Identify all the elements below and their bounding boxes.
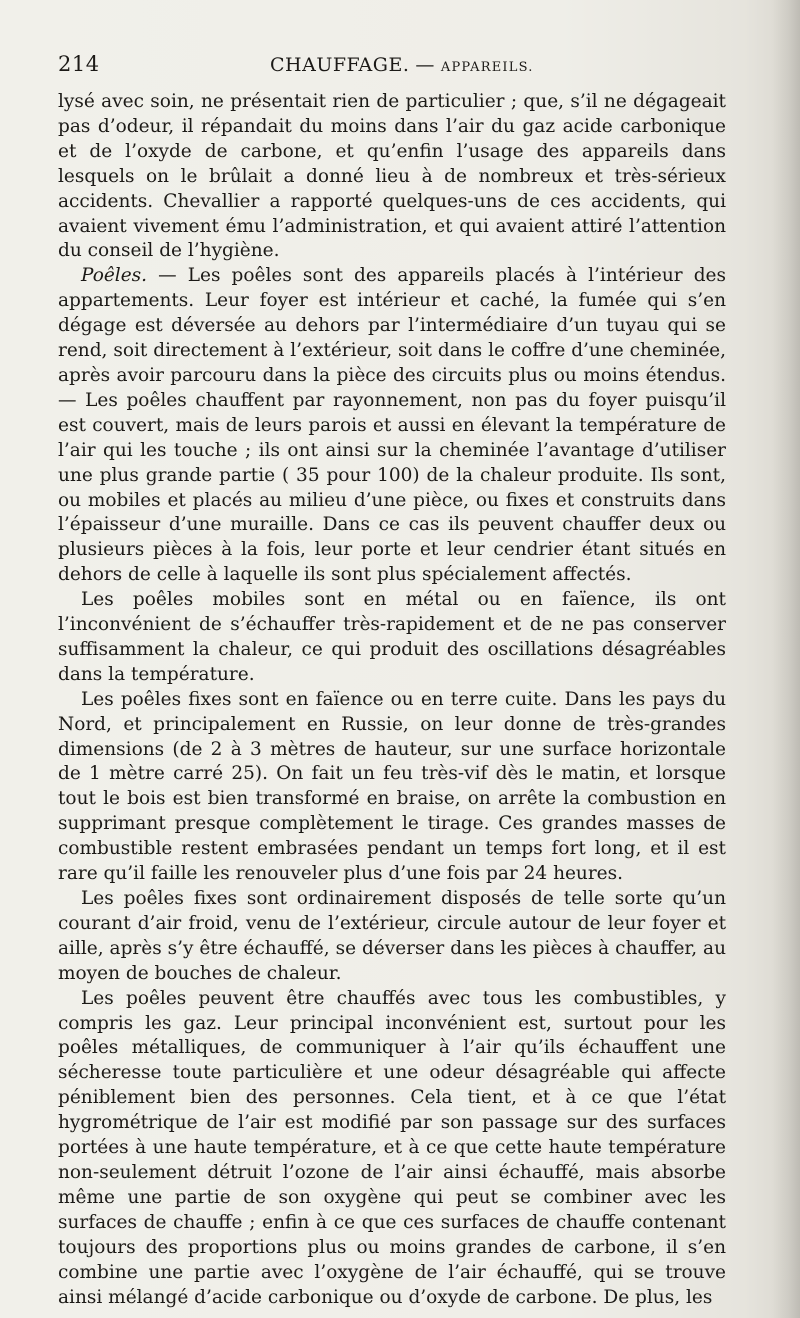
paragraph-text: Les poêles peuvent être chauffés avec tous les combustibles, y compris les gaz. Leur principal inconvénient est, surtout pour les poêles métalliques, de communiquer à l’air qu’ils échauffent une sécheresse toute particulière et une odeur désagréable qui affecte péniblement bien des personnes. Cela tient, et à ce que l’état hygrométrique de l’air est modifié par son passage sur des surfaces portées à une haute température, et à ce que cette haute température non-seulement détruit l’ozone de l’air ainsi échauffé, mais absorbe même une partie de son oxygène qui peut se combiner avec les surfaces de chauffe ; enfin à ce que ces surfaces de chauffe contenant toujours des proportions plus ou moins grandes de carbone, il s’en combine une partie avec l’oxygène de l’air échauffé, qui se trouve ainsi mélangé d’acide carbonique ou d’oxyde de carbone. De plus, les: [58, 987, 726, 1308]
paragraph-text: Les poêles mobiles sont en métal ou en faïence, ils ont l’inconvénient de s’échauffer très-rapidement et de ne pas conserver suffisamment la chaleur, ce qui produit des oscillations désagréables dans la température.: [58, 589, 726, 685]
section-lead-poeles: Poêles.: [81, 265, 148, 287]
paragraph-poeles-mobiles: [58, 588, 726, 688]
paragraph-continued: [58, 90, 726, 264]
page-header: [58, 52, 728, 82]
running-head-separator: —: [415, 54, 435, 76]
paragraph-text: — Les poêles sont des appareils placés à l’intérieur des appartements. Leur foyer est intérieur et caché, la fumée qui s’en dégage est déversée au dehors par l’intermédiaire d’un tuyau qui se rend, soit directement à l’extérieur, soit dans le coffre d’une cheminée, après avoir parcouru dans la pièce des circuits plus ou moins étendus. — Les poêles chauffent par rayonnement, non pas du foyer puisqu’il est couvert, mais de leurs parois et aussi en élevant la température de l’air qui les touche ; ils ont ainsi sur la cheminée l’avantage d’utiliser une plus grande partie ( 35 pour 100) de la chaleur produite. Ils sont, ou mobiles et placés au milieu d’une pièce, ou fixes et construits dans l’épaisseur d’une muraille. Dans ce cas ils peuvent chauffer deux ou plusieurs pièces à la fois, leur porte et leur cendrier étant situés en dehors de celle à laquelle ils sont plus spécialement affectés.: [58, 265, 726, 586]
paragraph-poeles: [58, 264, 726, 588]
paragraph-courant-air: [58, 887, 726, 987]
paragraph-text: Les poêles fixes sont ordinairement disposés de telle sorte qu’un courant d’air froid, venu de l’extérieur, circule autour de leur foyer et aille, après s’y être échauffé, se déverser dans les pièces à chauffer, au moyen de bouches de chaleur.: [58, 888, 726, 984]
page-gutter-shadow: [772, 0, 800, 1318]
paragraph-text: lysé avec soin, ne présentait rien de particulier ; que, s’il ne dégageait pas d’odeur, il répandait du moins dans l’air du gaz acide carbonique et de l’oxyde de carbone, et qu’enfin l’usage des appareils dans lesquels on le brûlait a donné lieu à de nombreux et très-sérieux accidents. Chevallier a rapporté quelques-uns de ces accidents, qui avaient vivement ému l’administration, et qui avaient attiré l’attention du conseil de l’hygiène.: [58, 91, 726, 262]
running-head: [270, 54, 534, 76]
page-number: 214: [58, 52, 100, 76]
body-text: [58, 90, 726, 1310]
running-head-section: APPAREILS.: [440, 60, 534, 75]
running-head-title: CHAUFFAGE.: [270, 54, 410, 76]
paragraph-poeles-fixes: [58, 688, 726, 887]
paragraph-combustibles: [58, 987, 726, 1311]
paragraph-text: Les poêles fixes sont en faïence ou en terre cuite. Dans les pays du Nord, et principalement en Russie, on leur donne de très-grandes dimensions (de 2 à 3 mètres de hauteur, sur une surface horizontale de 1 mètre carré 25). On fait un feu très-vif dès le matin, et lorsque tout le bois est bien transformé en braise, on arrête la combustion en supprimant presque complètement le tirage. Ces grandes masses de combustible restent embrasées pendant un temps fort long, et il est rare qu’il faille les renouveler plus d’une fois par 24 heures.: [58, 688, 726, 885]
